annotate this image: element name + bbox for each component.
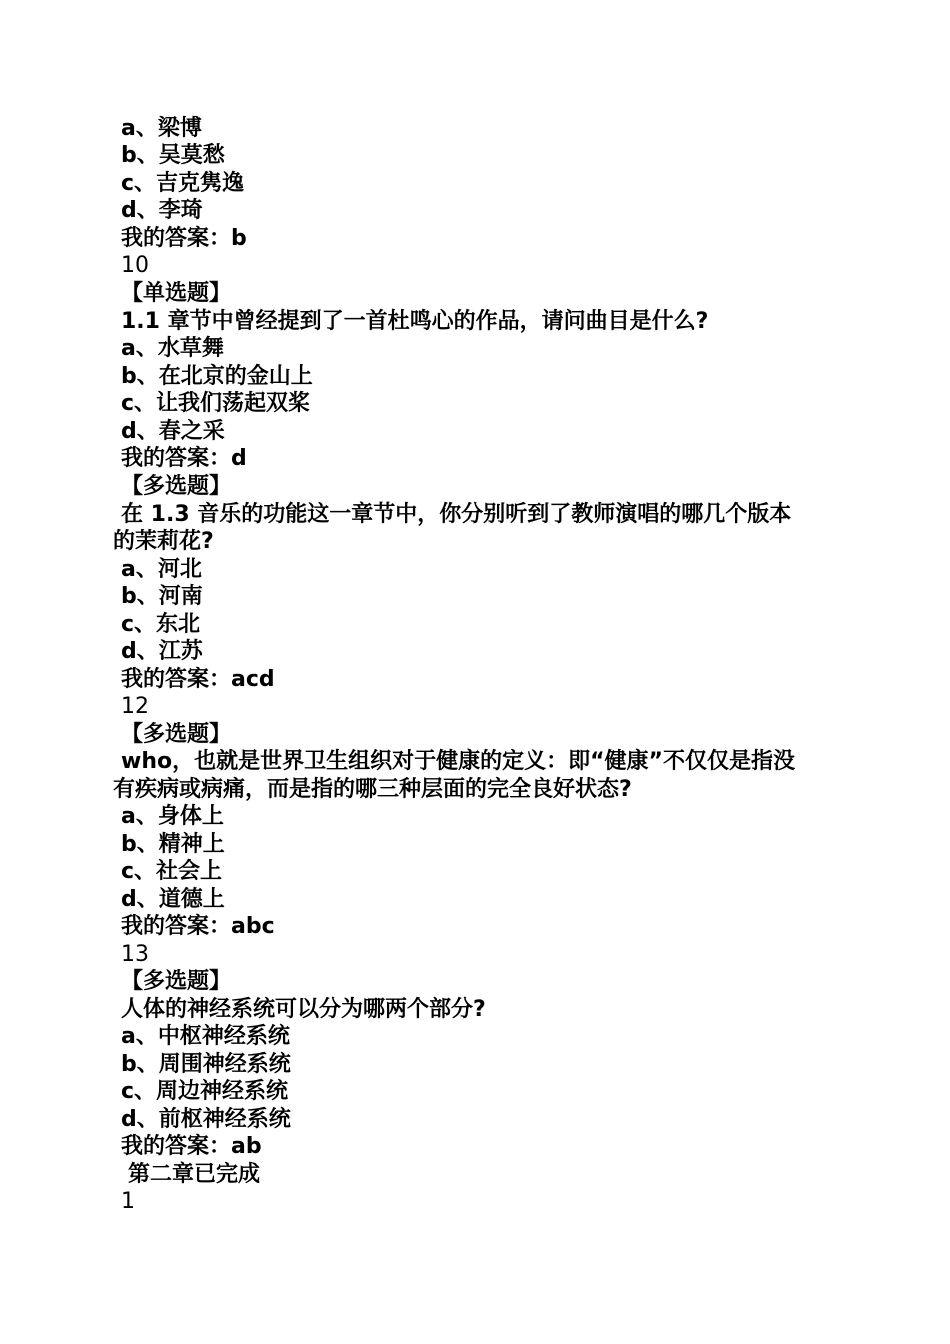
option-b: b、周围神经系统 [121, 1052, 291, 1077]
my-answer: 我的答案：acd [121, 667, 275, 692]
option-b: b、在北京的金山上 [121, 364, 313, 389]
option-b: b、河南 [121, 584, 203, 609]
question-type: 【多选题】 [121, 474, 232, 499]
option-c: c、社会上 [121, 859, 223, 884]
my-answer: 我的答案：abc [121, 914, 275, 939]
question-text: 人体的神经系统可以分为哪两个部分? [121, 997, 486, 1022]
option-c: c、吉克隽逸 [121, 171, 245, 196]
question-number: 1 [121, 1189, 135, 1214]
question-text: 1.1 章节中曾经提到了一首杜鸣心的作品，请问曲目是什么? [121, 309, 709, 334]
question-text: who，也就是世界卫生组织对于健康的定义：即“健康”不仅仅是指没 [121, 749, 796, 774]
option-c: c、东北 [121, 612, 201, 637]
question-type: 【多选题】 [121, 722, 232, 747]
question-text-continued: 有疾病或病痛，而是指的哪三种层面的完全良好状态? [113, 777, 632, 802]
question-type: 【多选题】 [121, 969, 232, 994]
option-d: d、江苏 [121, 639, 203, 664]
option-a: a、中枢神经系统 [121, 1024, 290, 1049]
option-d: d、春之采 [121, 419, 225, 444]
question-number: 12 [121, 694, 149, 719]
question-text-continued: 的茉莉花? [113, 529, 214, 554]
option-b: b、精神上 [121, 832, 225, 857]
my-answer: 我的答案：d [121, 446, 247, 471]
question-number: 13 [121, 942, 149, 967]
option-c: c、让我们荡起双桨 [121, 391, 311, 416]
option-b: b、吴莫愁 [121, 143, 225, 168]
my-answer: 我的答案：b [121, 226, 247, 251]
question-text: 在 1.3 音乐的功能这一章节中，你分别听到了教师演唱的哪几个版本 [121, 502, 792, 527]
option-d: d、前枢神经系统 [121, 1107, 291, 1132]
option-a: a、梁博 [121, 116, 202, 141]
option-a: a、水草舞 [121, 336, 224, 361]
option-d: d、道德上 [121, 887, 225, 912]
option-c: c、周边神经系统 [121, 1079, 289, 1104]
question-number: 10 [121, 253, 149, 278]
option-a: a、身体上 [121, 804, 224, 829]
question-type: 【单选题】 [121, 281, 232, 306]
option-d: d、李琦 [121, 198, 203, 223]
chapter-status: 第二章已完成 [128, 1162, 261, 1187]
my-answer: 我的答案：ab [121, 1134, 262, 1159]
option-a: a、河北 [121, 557, 202, 582]
